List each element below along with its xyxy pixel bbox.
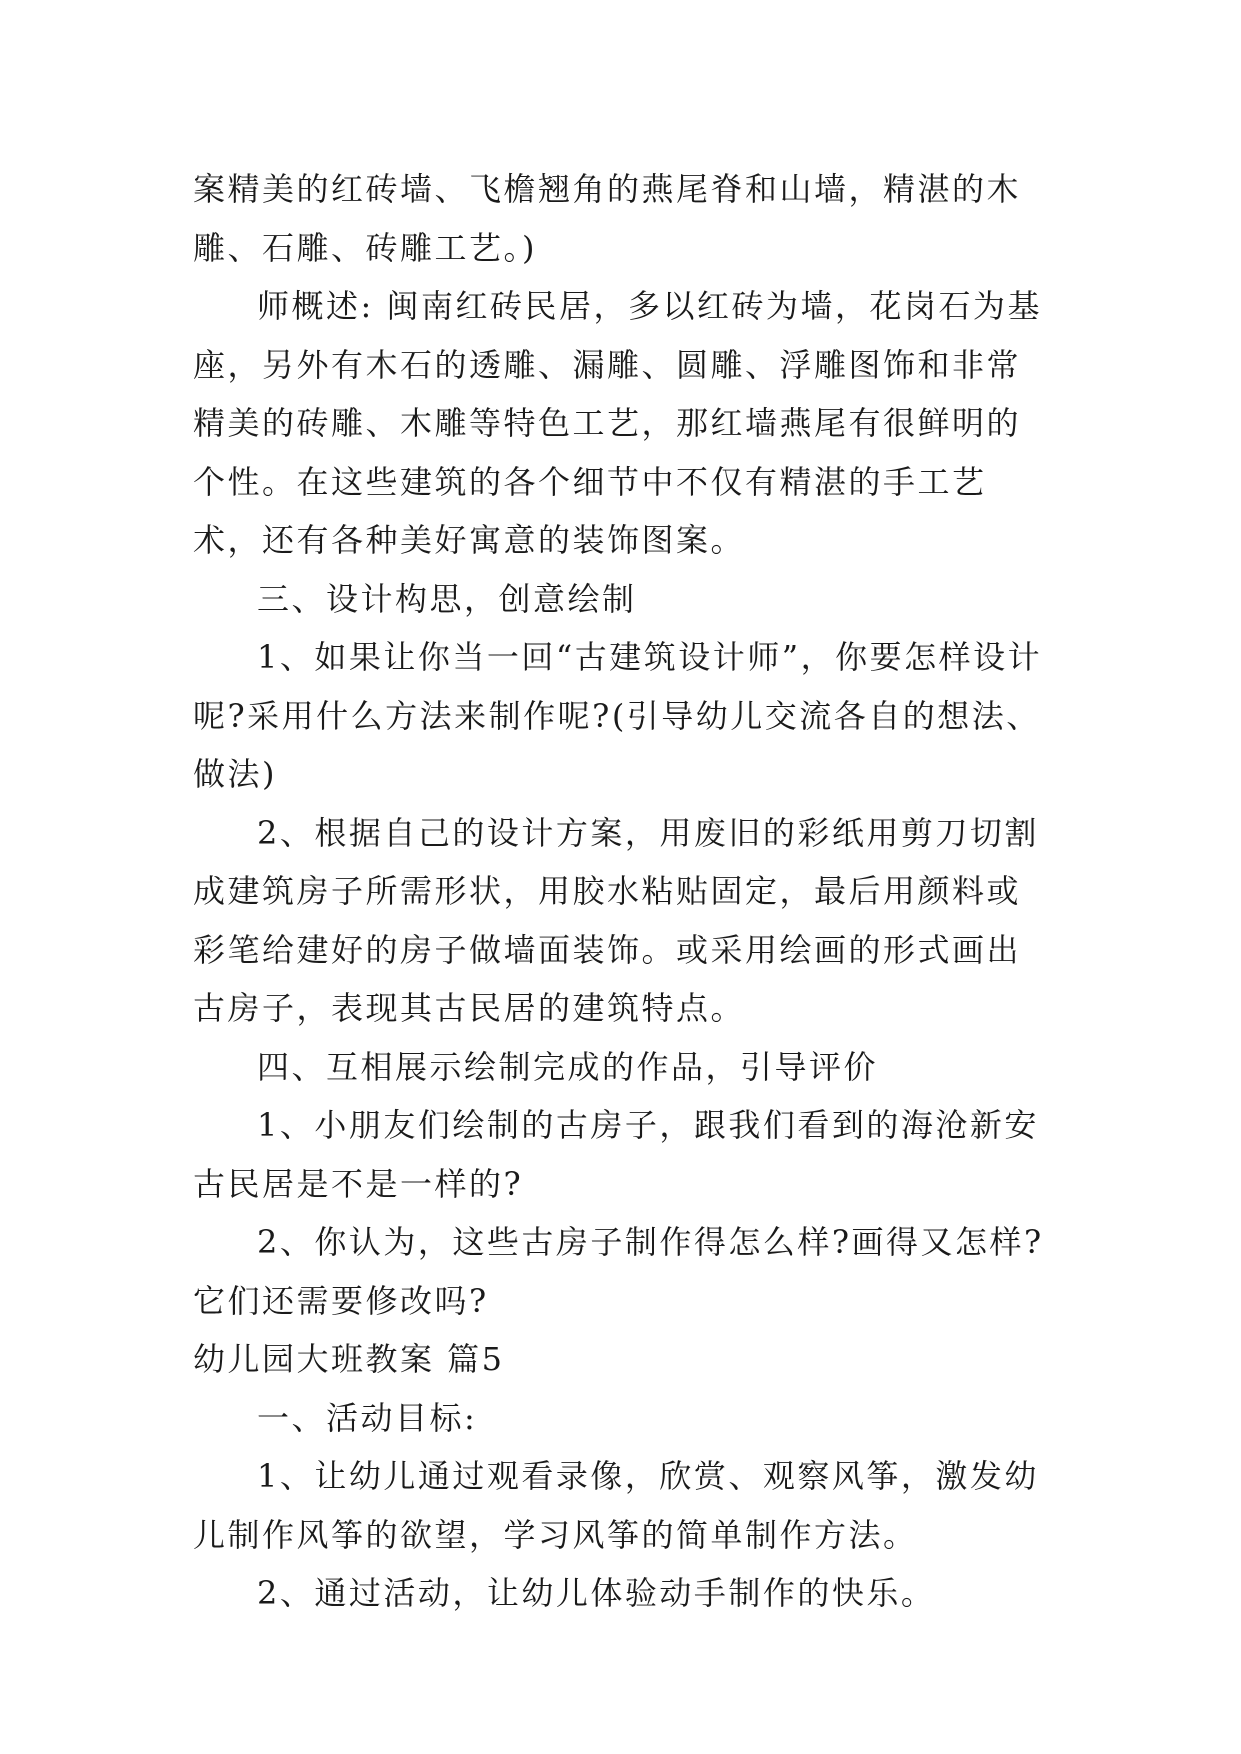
paragraph-evaluation-1: 1、小朋友们绘制的古房子，跟我们看到的海沧新安古民居是不是一样的? [193, 1106, 1039, 1203]
lesson-plan-title: 幼儿园大班教案 篇5 [193, 1340, 505, 1378]
paragraph-teacher-summary: 师概述: 闽南红砖民居，多以红砖为墙，花岗石为基座，另外有木石的透雕、漏雕、圆雕、浮雕图饰和非常精美的砖雕、木雕等特色工艺，那红墙燕尾有很鲜明的个性。在这些建筑的各个细节中不仅有精湛的手工艺术，还有各种美好寓意的装饰图案。 [193, 287, 1042, 559]
paragraph-design-method: 2、根据自己的设计方案，用废旧的彩纸用剪刀切割成建筑房子所需形状，用胶水粘贴固定，最后用颜料或彩笔给建好的房子做墙面装饰。或采用绘画的形式画出古房子，表现其古民居的建筑特点。 [193, 813, 1039, 1027]
section-heading-3: 三、设计构思，创意绘制 [257, 579, 637, 618]
paragraph-evaluation-2: 2、你认为，这些古房子制作得怎么样?画得又怎样?它们还需要修改吗? [193, 1223, 1044, 1320]
section-heading-4: 四、互相展示绘制完成的作品，引导评价 [257, 1047, 879, 1086]
paragraph-goal-1: 1、让幼儿通过观看录像，欣赏、观察风筝，激发幼儿制作风筝的欲望，学习风筝的简单制作方法。 [193, 1457, 1039, 1554]
paragraph-design-question: 1、如果让你当一回“古建筑设计师”，你要怎样设计呢?采用什么方法来制作呢?(引导幼儿交流各自的想法、做法) [193, 638, 1043, 793]
paragraph-goal-2: 2、通过活动，让幼儿体验动手制作的快乐。 [257, 1574, 936, 1612]
paragraph-continuation: 案精美的红砖墙、飞檐翘角的燕尾脊和山墙，精湛的木雕、石雕、砖雕工艺。) [193, 170, 1022, 267]
document-body [193, 160, 1053, 1623]
section-heading-goals: 一、活动目标: [257, 1398, 478, 1437]
